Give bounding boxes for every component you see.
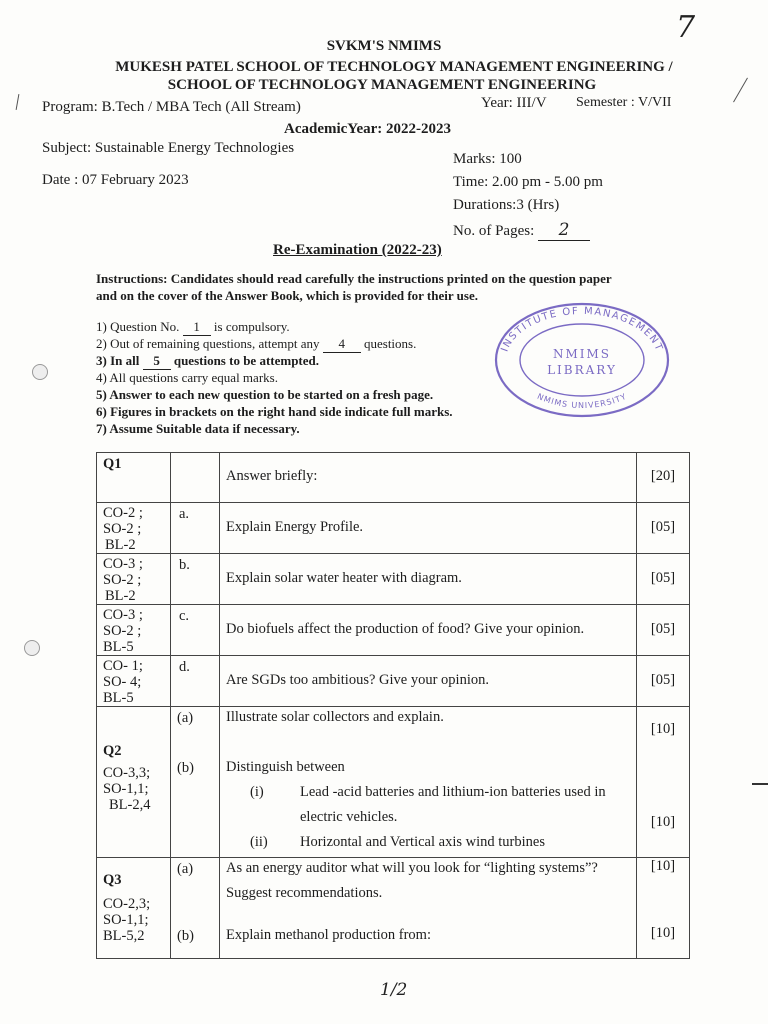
- q1-marks: [20]: [650, 467, 676, 484]
- instruction-1-text: 1) Question No.: [96, 319, 183, 334]
- q3-text-cell: [220, 858, 637, 959]
- instruction-3-text: 3) In all: [96, 353, 143, 368]
- q1c-co: [97, 605, 171, 656]
- q1b-co-line: CO-3 ;: [103, 556, 143, 572]
- q1d-marks-cell: [637, 656, 690, 707]
- q1a-sub: a.: [171, 503, 220, 554]
- q3a-sub: (a): [177, 861, 194, 877]
- q2-bl-line: BL-2,4: [109, 797, 151, 813]
- q1c-text: Do biofuels affect the production of food? Give your opinion.: [226, 620, 585, 637]
- q2a-marks: [10]: [650, 721, 676, 737]
- q2b-i-row: [226, 784, 636, 801]
- instruction-6: 6) Figures in brackets on the right hand side indicate full marks.: [96, 404, 453, 419]
- year-field: Year: III/V: [481, 95, 547, 111]
- q1d-marks: [05]: [650, 671, 676, 688]
- q1b-row: [97, 554, 690, 605]
- q1c-row: [97, 605, 690, 656]
- q3-sub: [171, 858, 220, 959]
- q2b-sub: (b): [177, 760, 194, 776]
- pages-field: [453, 220, 590, 241]
- q2-so-line: SO-1,1;: [103, 781, 149, 797]
- q1d-text-cell: [220, 656, 637, 707]
- q2b-marks: [10]: [650, 814, 676, 830]
- q2b-i-text2: electric vehicles.: [300, 809, 398, 825]
- q1c-bl-line: BL-5: [103, 639, 134, 655]
- q3b-sub: (b): [177, 928, 194, 944]
- instructions-intro-line1: Instructions: Candidates should read carefully the instructions printed on the question paper: [96, 271, 612, 286]
- q1c-so-line: SO-2 ;: [103, 623, 142, 639]
- instruction-7: 7) Assume Suitable data if necessary.: [96, 421, 300, 436]
- footer-page-number: 1/2: [380, 980, 408, 1000]
- q2a-text: Illustrate solar collectors and explain.: [226, 709, 444, 725]
- punch-hole-bottom: [24, 640, 40, 656]
- q2b-ii-num: (ii): [250, 834, 268, 850]
- q2-co: [97, 707, 171, 858]
- instruction-3-tail: questions to be attempted.: [170, 353, 320, 368]
- q1a-co: [97, 503, 171, 554]
- school-name-line1: MUKESH PATEL SCHOOL OF TECHNOLOGY MANAGEMENT ENGINEERING /: [115, 59, 673, 75]
- q2-sub: [171, 707, 220, 858]
- punch-hole-top: [32, 364, 48, 380]
- instruction-5: 5) Answer to each new question to be started on a fresh page.: [96, 387, 434, 402]
- stamp-bottom-text: NMIMS UNIVERSITY: [535, 391, 629, 411]
- q3a-text2: Suggest recommendations.: [226, 885, 383, 901]
- q1-marks-cell: [637, 453, 690, 503]
- svg-text:NMIMS UNIVERSITY: [536, 392, 628, 410]
- q2a-sub: (a): [177, 710, 194, 726]
- q1-sub-empty: [171, 453, 220, 503]
- q3b-text: Explain methanol production from:: [226, 927, 431, 943]
- q2b-i-num: (i): [250, 784, 264, 800]
- semester-field: Semester : V/VII: [576, 95, 672, 110]
- stamp-line2: LIBRARY: [547, 363, 617, 377]
- q1b-marks-cell: [637, 554, 690, 605]
- q1d-bl-line: BL-5: [103, 690, 134, 706]
- q3-marks-cell: [637, 858, 690, 959]
- instruction-3-value: 5: [143, 353, 171, 370]
- stamp-line1: NMIMS: [552, 347, 612, 361]
- q3a-text1: As an energy auditor what will you look for “lighting systems”?: [226, 860, 598, 876]
- q2b-ii-text: Horizontal and Vertical axis wind turbines: [300, 834, 545, 850]
- program-field: Program: B.Tech / MBA Tech (All Stream): [42, 99, 301, 115]
- q3-label: Q3: [103, 872, 122, 888]
- scan-mark-right: [752, 783, 768, 785]
- q1b-co: [97, 554, 171, 605]
- q1b-text: Explain solar water heater with diagram.: [226, 569, 462, 586]
- q1c-co-line: CO-3 ;: [103, 607, 143, 623]
- instruction-3: [96, 353, 319, 370]
- q2b-i-text1: Lead -acid batteries and lithium-ion batteries used in: [300, 784, 606, 800]
- q1d-so-line: SO- 4;: [103, 674, 142, 690]
- q2-row: [97, 707, 690, 858]
- q2-text-cell: [220, 707, 637, 858]
- duration-field: Durations:3 (Hrs): [453, 197, 560, 213]
- q1b-sub: b.: [171, 554, 220, 605]
- stamp-top-text: INSTITUTE OF MANAGEMENT: [499, 305, 665, 354]
- q1d-co-line: CO- 1;: [103, 658, 143, 674]
- instruction-2-text: 2) Out of remaining questions, attempt any: [96, 336, 323, 351]
- q1-text: Answer briefly:: [226, 467, 318, 484]
- q1b-marks: [05]: [650, 569, 676, 586]
- pages-value: 2: [538, 220, 590, 241]
- q2-marks-cell: [637, 707, 690, 858]
- q1c-marks-cell: [637, 605, 690, 656]
- q1b-text-cell: [220, 554, 637, 605]
- q1d-co: [97, 656, 171, 707]
- q1b-bl-line: BL-2: [105, 588, 136, 604]
- q2-label: Q2: [103, 743, 122, 759]
- org-name: SVKM'S NMIMS: [326, 38, 442, 54]
- instruction-2-value: 4: [323, 336, 361, 353]
- q3-row: [97, 858, 690, 959]
- q1d-sub: d.: [171, 656, 220, 707]
- time-field: Time: 2.00 pm - 5.00 pm: [453, 174, 603, 190]
- q2b-ii-row: [226, 834, 636, 851]
- q1c-text-cell: [220, 605, 637, 656]
- q3-so-line: SO-1,1;: [103, 912, 149, 928]
- scan-mark-left: [16, 94, 20, 110]
- q3-co-line: CO-2,3;: [103, 896, 151, 912]
- instruction-2-tail: questions.: [360, 336, 417, 351]
- q1-header-row: [97, 453, 690, 503]
- q1a-so-line: SO-2 ;: [103, 521, 142, 537]
- instruction-1: [96, 319, 290, 336]
- exam-title: Re-Examination (2022-23): [273, 242, 442, 258]
- instruction-2: [96, 336, 416, 353]
- page-number-handwritten: 7: [676, 10, 696, 45]
- q1-label: Q1: [97, 453, 171, 503]
- date-field: Date : 07 February 2023: [42, 172, 189, 188]
- q1a-text: Explain Energy Profile.: [226, 518, 364, 535]
- q1a-text-cell: [220, 503, 637, 554]
- marks-field: Marks: 100: [453, 151, 522, 167]
- school-name-line2: SCHOOL OF TECHNOLOGY MANAGEMENT ENGINEERING: [167, 77, 597, 93]
- instruction-1-value: 1: [183, 319, 211, 336]
- instruction-4: 4) All questions carry equal marks.: [96, 370, 278, 385]
- subject-field: Subject: Sustainable Energy Technologies: [42, 140, 295, 156]
- question-table: [96, 452, 690, 959]
- q2-co-line: CO-3,3;: [103, 765, 151, 781]
- q1d-row: [97, 656, 690, 707]
- q1a-row: [97, 503, 690, 554]
- pages-label: No. of Pages:: [453, 223, 535, 239]
- instruction-1-tail: is compulsory.: [210, 319, 290, 334]
- q3a-marks: [10]: [650, 858, 676, 874]
- q1a-marks: [05]: [650, 518, 676, 535]
- q3b-marks: [10]: [650, 925, 676, 941]
- instructions-intro-line2: and on the cover of the Answer Book, which is provided for their use.: [96, 288, 478, 303]
- q1d-text: Are SGDs too ambitious? Give your opinion.: [226, 671, 489, 688]
- q1c-sub: c.: [171, 605, 220, 656]
- q1b-so-line: SO-2 ;: [103, 572, 142, 588]
- q1-text-cell: [220, 453, 637, 503]
- library-stamp: [492, 300, 672, 420]
- q1a-bl-line: BL-2: [105, 537, 136, 553]
- q3-co: [97, 858, 171, 959]
- q1a-co-line: CO-2 ;: [103, 505, 143, 521]
- q2b-text: Distinguish between: [226, 759, 345, 775]
- academic-year: AcademicYear: 2022-2023: [284, 121, 452, 137]
- q3-bl-line: BL-5,2: [103, 928, 145, 944]
- q1c-marks: [05]: [650, 620, 676, 637]
- q1a-marks-cell: [637, 503, 690, 554]
